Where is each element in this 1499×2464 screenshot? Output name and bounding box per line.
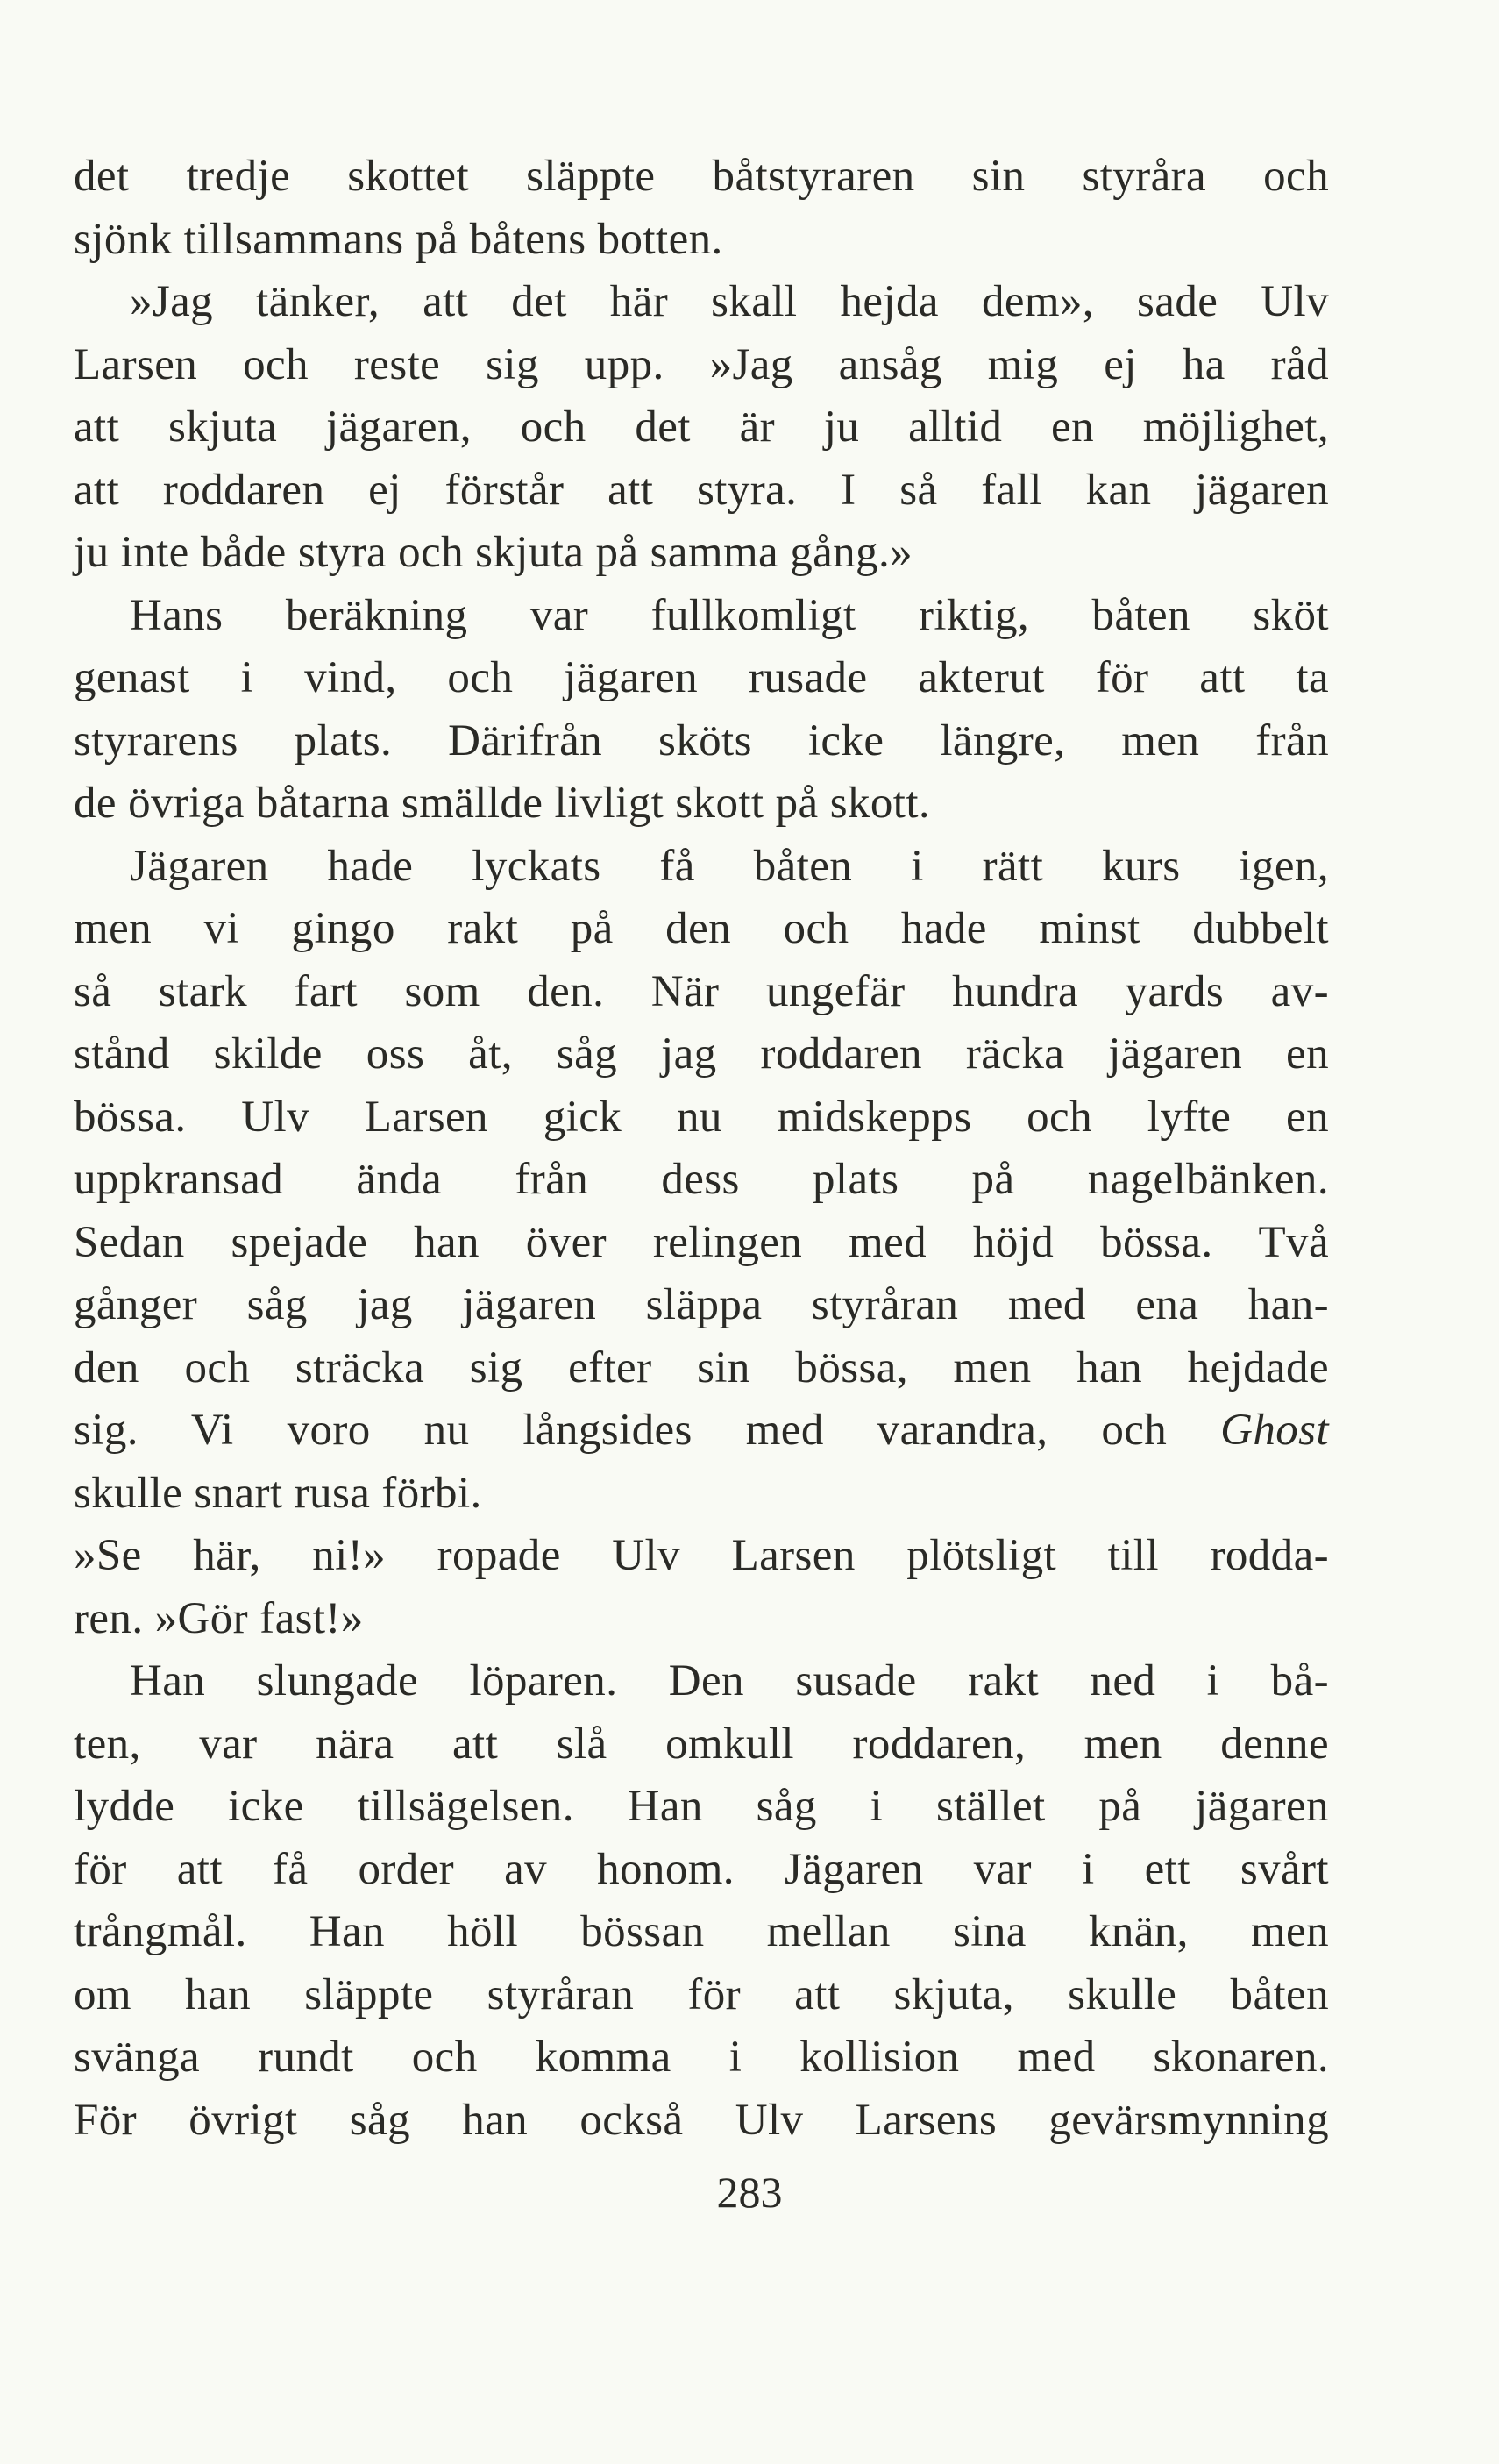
text-line-fragment: sig. Vi voro nu långsides med varandra, och (74, 1406, 1221, 1455)
text-line: bössa. Ulv Larsen gick nu midskepps och lyfte en (74, 1092, 1329, 1142)
text-line: »Jag tänker, att det här skall hejda dem», sade Ulv (130, 277, 1329, 326)
text-line: För övrigt såg han också Ulv Larsens gevärsmynning (74, 2095, 1329, 2145)
text-line: svänga rundt och komma i kollision med skonaren. (74, 2033, 1329, 2082)
text-line: att roddaren ej förstår att styra. I så fall kan jägaren (74, 465, 1329, 515)
text-line: för att få order av honom. Jägaren var i ett svårt (74, 1844, 1329, 1894)
text-line: Jägaren hade lyckats få båten i rätt kurs igen, (130, 841, 1329, 891)
text-line: lydde icke tillsägelsen. Han såg i stället på jägaren (74, 1782, 1329, 1831)
text-line: styrarens plats. Därifrån sköts icke längre, men från (74, 716, 1329, 766)
text-line: stånd skilde oss åt, såg jag roddaren räcka jägaren en (74, 1029, 1329, 1079)
page-number: 283 (716, 2168, 783, 2217)
text-line: om han släppte styråran för att skjuta, skulle båten (74, 1969, 1329, 2019)
body-text (74, 146, 1329, 2152)
text-line: Hans beräkning var fullkomligt riktig, båten sköt (130, 590, 1329, 640)
text-line: skulle snart rusa förbi. (74, 1468, 482, 1518)
text-line: de övriga båtarna smällde livligt skott på skott. (74, 779, 931, 828)
text-line: att skjuta jägaren, och det är ju alltid en möjlighet, (74, 402, 1329, 452)
text-line: »Se här, ni!» ropade Ulv Larsen plötsligt till rodda- (74, 1531, 1329, 1580)
text-line: uppkransad ända från dess plats på nagelbänken. (74, 1155, 1329, 1204)
text-line: sjönk tillsammans på båtens botten. (74, 214, 723, 264)
text-line: så stark fart som den. När ungefär hundra yards av- (74, 966, 1329, 1016)
text-line: Sedan spejade han över relingen med höjd bössa. Två (74, 1217, 1329, 1267)
text-line: ju inte både styra och skjuta på samma gång.» (74, 528, 913, 577)
text-line: genast i vind, och jägaren rusade akterut för att ta (74, 653, 1329, 702)
text-line: Han slungade löparen. Den susade rakt ned i bå- (130, 1656, 1329, 1706)
text-line: gånger såg jag jägaren släppa styråran med ena han- (74, 1280, 1329, 1329)
text-line: Larsen och reste sig upp. »Jag ansåg mig ej ha råd (74, 339, 1329, 389)
ship-name-italic: Ghost (1220, 1406, 1329, 1455)
text-line: det tredje skottet släppte båtstyraren sin styråra och (74, 152, 1329, 201)
text-line: trångmål. Han höll bössan mellan sina knän, men (74, 1907, 1329, 1956)
text-line-with-italic (74, 1399, 1329, 1463)
text-line: ren. »Gör fast!» (74, 1593, 364, 1643)
text-line: den och sträcka sig efter sin bössa, men han hejdade (74, 1342, 1329, 1392)
text-line: ten, var nära att slå omkull roddaren, men denne (74, 1719, 1329, 1769)
text-line: men vi gingo rakt på den och hade minst dubbelt (74, 904, 1329, 953)
